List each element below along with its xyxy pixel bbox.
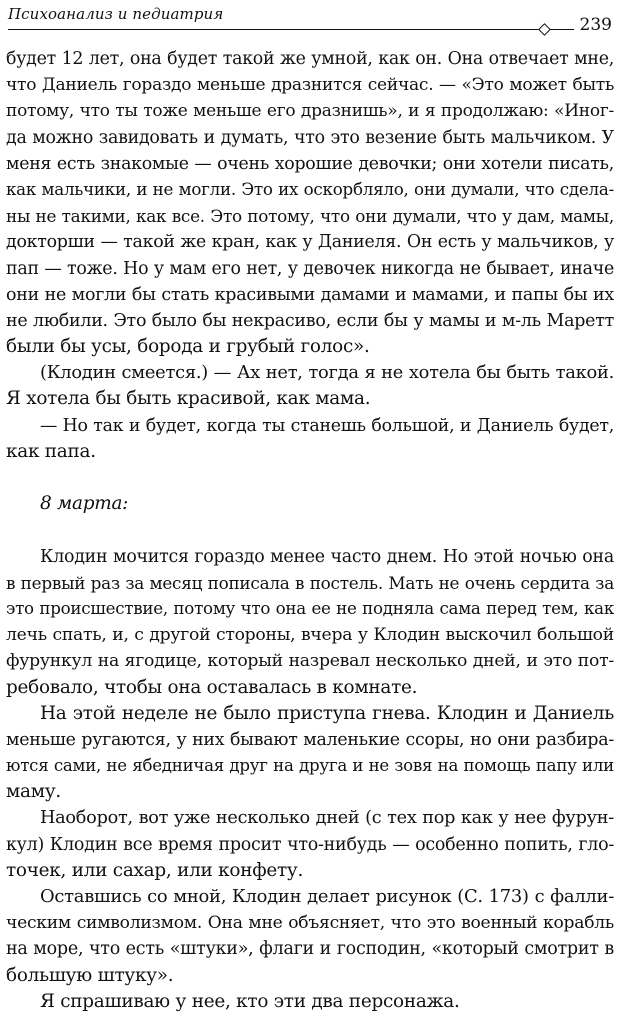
blank-line xyxy=(6,517,614,543)
text-line: это происшествие, потому что она ее не подняла сама перед тем, как xyxy=(6,598,614,618)
text-line: кул) Клодин все время просит что-нибудь — особенно попить, гло- xyxy=(6,834,614,855)
running-title: Психоанализ и педиатрия xyxy=(8,5,224,23)
paragraph xyxy=(6,884,614,989)
text-line: в первый раз за месяц пописала в постель. Мать не очень сердита за xyxy=(6,572,614,593)
text-line: точек, или сахар, или конфету. xyxy=(6,859,304,881)
text-line: что Даниель гораздо меньше дразнится сейчас. — «Это может быть xyxy=(6,75,614,96)
text-line: на море, что есть «штуки», флаги и господин, «который смотрит в xyxy=(6,939,614,960)
header-rule xyxy=(8,29,543,30)
blank-line xyxy=(6,465,614,491)
header-rule-tail xyxy=(550,29,574,30)
text-line: ются сами, не ябедничая друг на друга и не зовя на помощь папу или xyxy=(6,756,614,776)
text-line: фурункул на ягодице, который назревал несколько дней, и это пот- xyxy=(6,651,614,672)
text-line: лечь спать, и, с другой стороны, вчера у Клодин выскочил большой xyxy=(6,625,614,646)
text-line: как мальчики, и не могли. Это их оскорбляло, они думали, что сдела- xyxy=(6,179,614,199)
text-line: На этой неделе не было приступа гнева. Клодин и Даниель xyxy=(40,702,614,724)
text-line: Я хотела бы быть красивой, как мама. xyxy=(6,388,371,410)
text-line: ны не такими, как все. Это потому, что они думали, что у дам, мамы, xyxy=(6,206,614,227)
text-line: пап — тоже. Но у мам его нет, у девочек никогда не бывает, иначе xyxy=(6,258,614,279)
paragraph xyxy=(6,544,614,701)
text-line: Оставшись со мной, Клодин делает рисунок (С. 173) с фалли- xyxy=(40,886,614,907)
text-line: они не могли бы стать красивыми дамами и мамами, и папы бы их xyxy=(6,284,614,305)
text-line: (Клодин смеется.) — Ах нет, тогда я не хотела бы быть такой. xyxy=(40,362,614,384)
text-line: большую штуку». xyxy=(6,964,174,986)
paragraph xyxy=(6,805,614,884)
paragraph xyxy=(6,413,614,465)
text-line: меня есть знакомые — очень хорошие девочки; они хотели писать, xyxy=(6,153,614,174)
text-line: меньше ругаются, у них бывают маленькие ссоры, но они разбира- xyxy=(6,729,614,750)
body-text xyxy=(6,46,614,1015)
paragraph xyxy=(6,701,614,806)
text-line: потому, что ты тоже меньше его дразнишь», и я продолжаю: «Иног- xyxy=(6,101,614,122)
paragraph xyxy=(6,360,614,412)
page-number: 239 xyxy=(579,15,612,35)
text-line: были бы усы, борода и грубый голос». xyxy=(6,336,370,358)
text-line: докторши — такой же кран, как у Даниеля. Он есть у мальчиков, у xyxy=(6,232,614,253)
text-line: да можно завидовать и думать, что это везение быть мальчиком. У xyxy=(6,127,614,148)
paragraph xyxy=(6,46,614,360)
text-line: ческим символизмом. Она мне объясняет, что это военный корабль xyxy=(6,913,614,934)
text-line: Я спрашиваю у нее, кто эти два персонажа. xyxy=(40,990,460,1012)
diamond-ornament-icon xyxy=(538,23,551,36)
text-line: как папа. xyxy=(6,440,96,462)
text-line: Наоборот, вот уже несколько дней (с тех пор как у нее фурун- xyxy=(40,808,614,829)
text-line: — Но так и будет, когда ты станешь большой, и Даниель будет, xyxy=(40,415,614,436)
page-header xyxy=(8,2,612,34)
text-line: маму. xyxy=(6,781,61,803)
text-line: ребовало, чтобы она оставалась в комнате. xyxy=(6,676,418,698)
text-line: Клодин мочится гораздо менее часто днем. Но этой ночью она xyxy=(40,546,614,567)
date-heading: 8 марта: xyxy=(40,493,129,515)
date-heading-block xyxy=(6,491,614,517)
text-line: не любили. Это было бы некрасиво, если бы у мамы и м-ль Маретт xyxy=(6,310,614,331)
text-line: будет 12 лет, она будет такой же умной, как он. Она отвечает мне, xyxy=(6,49,614,69)
